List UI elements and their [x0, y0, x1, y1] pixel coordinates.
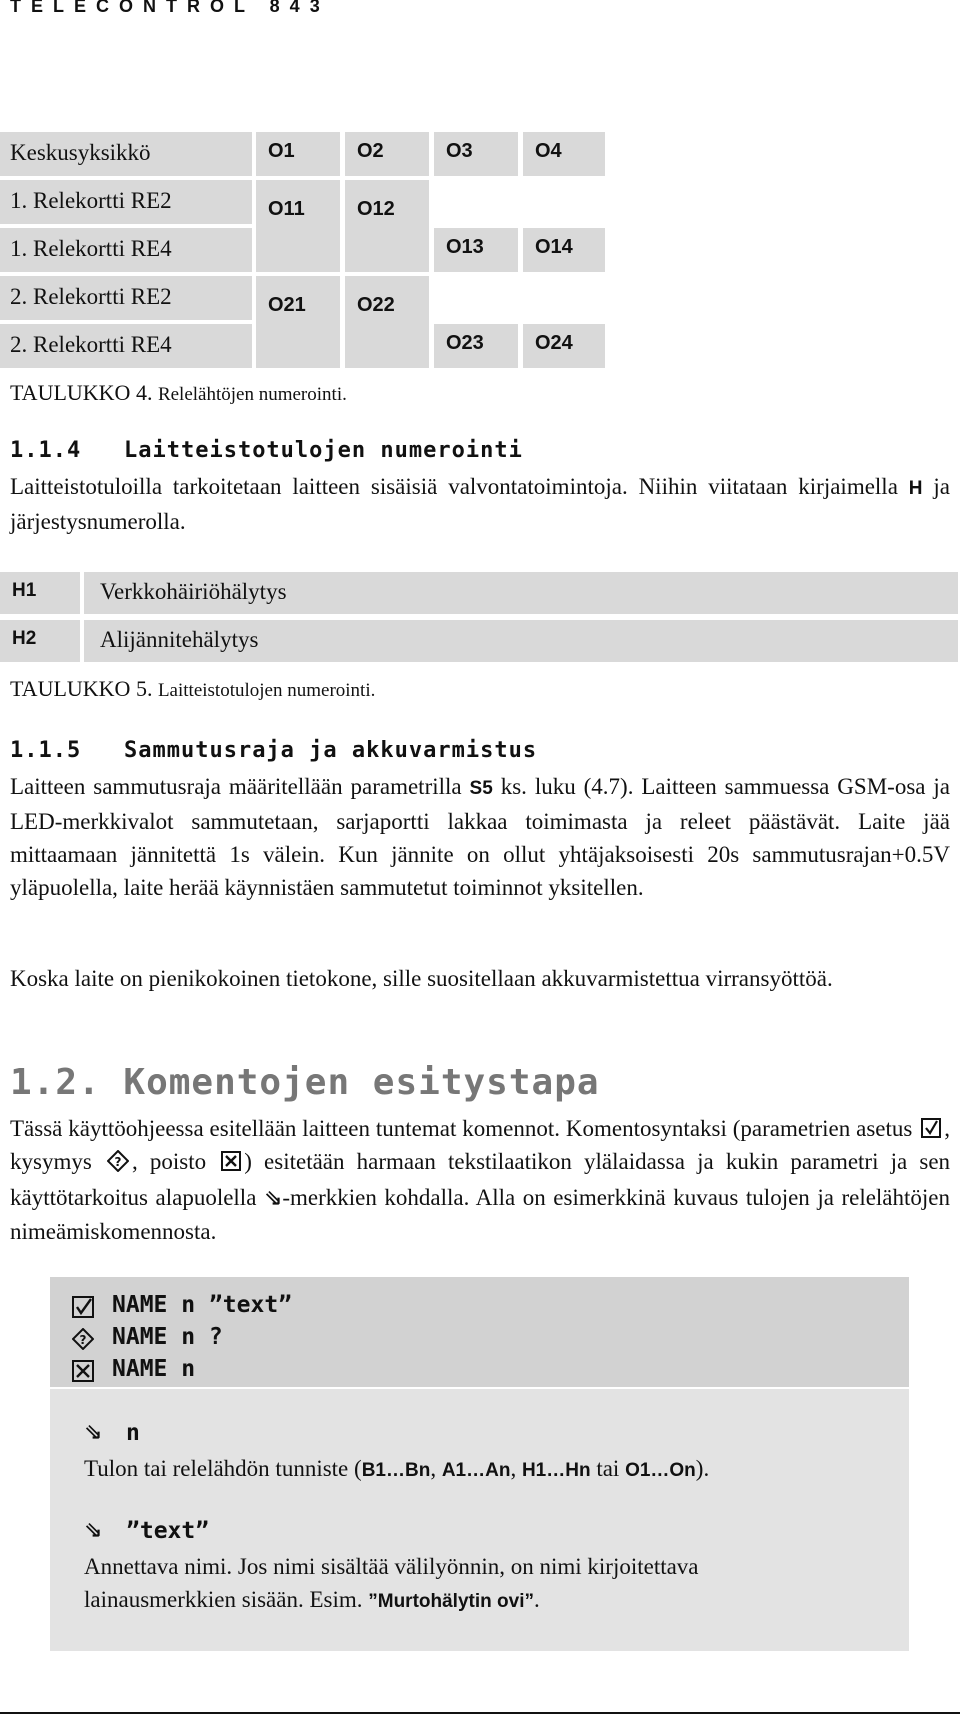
section-title: Laitteistotulojen numerointi [123, 438, 523, 463]
query-diamond-icon [72, 1328, 94, 1355]
row-label-central-unit: Keskusyksikkö [10, 140, 151, 165]
paragraph-text: -merkkien kohdalla. Alla on esimerkkinä kuvaus tulojen ja relelähtöjen nimeämiskomennosta. [10, 1185, 951, 1244]
section-heading [10, 738, 537, 763]
keyword: S5 [469, 778, 493, 799]
paragraph-text: Tässä käyttöohjeessa esitellään laitteen tuntemat komennot. Komentosyntaksi (parametrien asetus [10, 1116, 913, 1141]
hw-code: H2 [12, 628, 37, 649]
param-description: Tulon tai relelähdön tunniste (B1…Bn, A1…An, H1…Hn tai O1…On). [84, 1456, 710, 1481]
param-description: Annettava nimi. Jos nimi sisältää välilyönnin, on nimi kirjoitettava [84, 1554, 699, 1579]
set-command: NAME n ”text” [112, 1292, 293, 1318]
row-label-relay-card: 2. Relekortti RE2 [10, 284, 172, 309]
query-command: NAME n ? [112, 1324, 223, 1350]
section-heading [10, 438, 523, 463]
hw-name: Alijännitehälytys [100, 627, 259, 652]
paragraph-text: , kysymys [10, 1116, 951, 1174]
param-arrow-icon: ⇘ [84, 1518, 103, 1543]
delete-box-icon [72, 1360, 94, 1387]
chapter-heading [10, 1062, 600, 1103]
output-code: O11 [268, 198, 305, 220]
paragraph-text: Laitteen sammutusraja määritellään parametrilla [10, 774, 462, 799]
keyword: H [908, 478, 923, 499]
param-arrow-icon: ⇘ [263, 1186, 283, 1211]
section-title: Sammutusraja ja akkuvarmistus [123, 738, 538, 763]
row-label-relay-card: 2. Relekortti RE4 [10, 332, 172, 357]
table-caption [10, 380, 347, 406]
output-code: O14 [535, 236, 573, 258]
paragraph-text: ) esitetään harmaan tekstilaatikon ylälaidassa ja kukin parametri ja sen käyttötarkoitus alapuolella [10, 1149, 951, 1210]
paragraph-text: Laitteistotuloilla tarkoitetaan laitteen sisäisiä valvontatoimintoja. Niihin viitataan kirjaimella [10, 474, 898, 499]
output-code: O13 [446, 236, 484, 258]
output-code: O21 [268, 294, 306, 316]
param-arrow-icon: ⇘ [84, 1420, 103, 1445]
delete-command: NAME n [112, 1356, 196, 1382]
chapter-title: Komentojen esitystapa [123, 1062, 600, 1103]
section-number: 1.1.4 [10, 438, 82, 463]
output-code: O1 [268, 140, 295, 162]
row-label-relay-card: 1. Relekortti RE4 [10, 236, 172, 261]
svg-text:?: ? [114, 1155, 122, 1169]
row-label-relay-card: 1. Relekortti RE2 [10, 188, 172, 213]
caption-prefix: TAULUKKO 4. [10, 380, 153, 405]
paragraph-text: ja järjestysnumerolla. [10, 474, 951, 534]
output-code: O2 [357, 140, 384, 162]
param-name: n [126, 1420, 140, 1446]
footer-rule [0, 1712, 960, 1714]
chapter-number: 1.2. [10, 1062, 101, 1103]
query-diamond-icon [107, 1148, 129, 1181]
hw-name: Verkkohäiriöhälytys [100, 579, 287, 604]
caption-prefix: TAULUKKO 5. [10, 676, 153, 701]
output-code: O12 [357, 198, 395, 220]
output-code: O3 [446, 140, 473, 162]
paragraph [10, 1112, 950, 1248]
section-number: 1.1.5 [10, 738, 82, 763]
paragraph [10, 770, 950, 904]
param-name: ”text” [126, 1518, 210, 1544]
caption-text: Relelähtöjen numerointi. [157, 384, 347, 405]
paragraph [10, 470, 950, 538]
document-header-title: TELECONTROL 843 [10, 0, 330, 16]
output-code: O23 [446, 332, 484, 354]
param-description: lainausmerkkien sisään. Esim. ”Murtohälytin ovi”. [84, 1587, 540, 1612]
set-checkbox-icon [72, 1296, 94, 1323]
svg-text:?: ? [79, 1333, 87, 1347]
output-code: O24 [535, 332, 573, 354]
output-code: O4 [535, 140, 562, 162]
delete-box-icon [221, 1151, 241, 1171]
paragraph-text: ks. luku (4.7). Laitteen sammuessa GSM-osa ja LED-merkkivalot sammutetaan, sarjaportti lakkaa toimimasta ja releet päästävät. Laite jää mittaamaan jännitettä 1s välein. Kun jännite on ollut yhtäjaksoisesti 20s sammutusrajan+0.5V yläpuolella, laite herää käynnistäen sammutetut toiminnot yksitellen. [10, 774, 950, 900]
paragraph-text: , poisto [131, 1149, 207, 1174]
paragraph: Koska laite on pienikokoinen tietokone, sille suositellaan akkuvarmistettua virransyöttöä. [10, 966, 833, 991]
table-caption [10, 676, 375, 702]
set-checkbox-icon [921, 1118, 941, 1138]
hw-code: H1 [12, 580, 37, 601]
output-code: O22 [357, 294, 395, 316]
caption-text: Laitteistotulojen numerointi. [157, 680, 376, 701]
